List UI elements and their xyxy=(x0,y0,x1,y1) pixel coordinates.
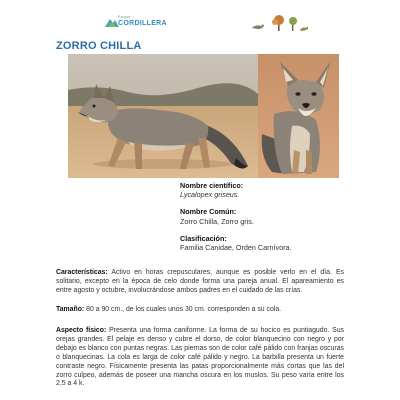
appearance-text: Presenta una forma caniforme. La forma de su hocico es puntiagudo. Sus orejas grandes. El pelaje es denso y cubre el dorso, de color blanquecino con negro y por debajo es blanco con puntas negras. Las piernas son de color café pálido con franjas oscuras o blanquecinas. La cola es larga de color café pálido y negro. La barbilla presenta un fuerte contraste negro. Físicamente presenta las patas proporcionalmente más cortas que las del zorro culpeo, además de poseer una mancha oscura en los muslos. Su peso varía entre los 2,5 a 4 k. xyxy=(56,327,344,388)
fox-sitting-photo xyxy=(258,54,339,178)
species-info xyxy=(180,181,360,252)
logo-top-text: Parque xyxy=(118,15,131,19)
size-paragraph xyxy=(56,306,344,315)
logo-main-text: CORDILLERA xyxy=(118,20,167,27)
size-text: 80 a 90 cm., de los cuales unos 30 cm. corresponden a su cola. xyxy=(86,306,282,313)
classification-value: Familia Canidae, Orden Carnívora. xyxy=(180,243,292,253)
appearance-label: Aspecto físico: xyxy=(56,327,107,334)
tree-icon xyxy=(289,17,297,31)
size-label: Tamaño: xyxy=(56,306,85,313)
tree-icon xyxy=(272,15,284,31)
scientific-name-label: Nombre científico: xyxy=(180,181,244,190)
common-name-label: Nombre Común: xyxy=(180,207,237,217)
characteristics-label: Características: xyxy=(56,269,108,276)
animal-silhouette-icon xyxy=(300,26,308,31)
classification-label: Clasificación: xyxy=(180,233,227,243)
page-title: ZORRO CHILLA xyxy=(56,40,142,52)
scientific-name-value: Lycalopex griseus. xyxy=(180,190,240,200)
common-name-value: Zorro Chilla, Zorro gris. xyxy=(180,216,254,226)
characteristics-text: Activo en horas crepusculares, aunque es posible verlo en el día. Es solitario, excepto en la época de celo donde forma una pareja anual. El apareamiento es entre agosto y octubre, involucrándose ambos padres en el cuidado de las crías. xyxy=(56,269,344,294)
fox-profile-photo xyxy=(68,54,258,178)
park-logo xyxy=(104,14,166,32)
characteristics-paragraph xyxy=(56,269,344,296)
appearance-paragraph xyxy=(56,327,344,389)
header-decoration xyxy=(248,12,310,34)
animal-silhouette-icon xyxy=(252,24,264,29)
